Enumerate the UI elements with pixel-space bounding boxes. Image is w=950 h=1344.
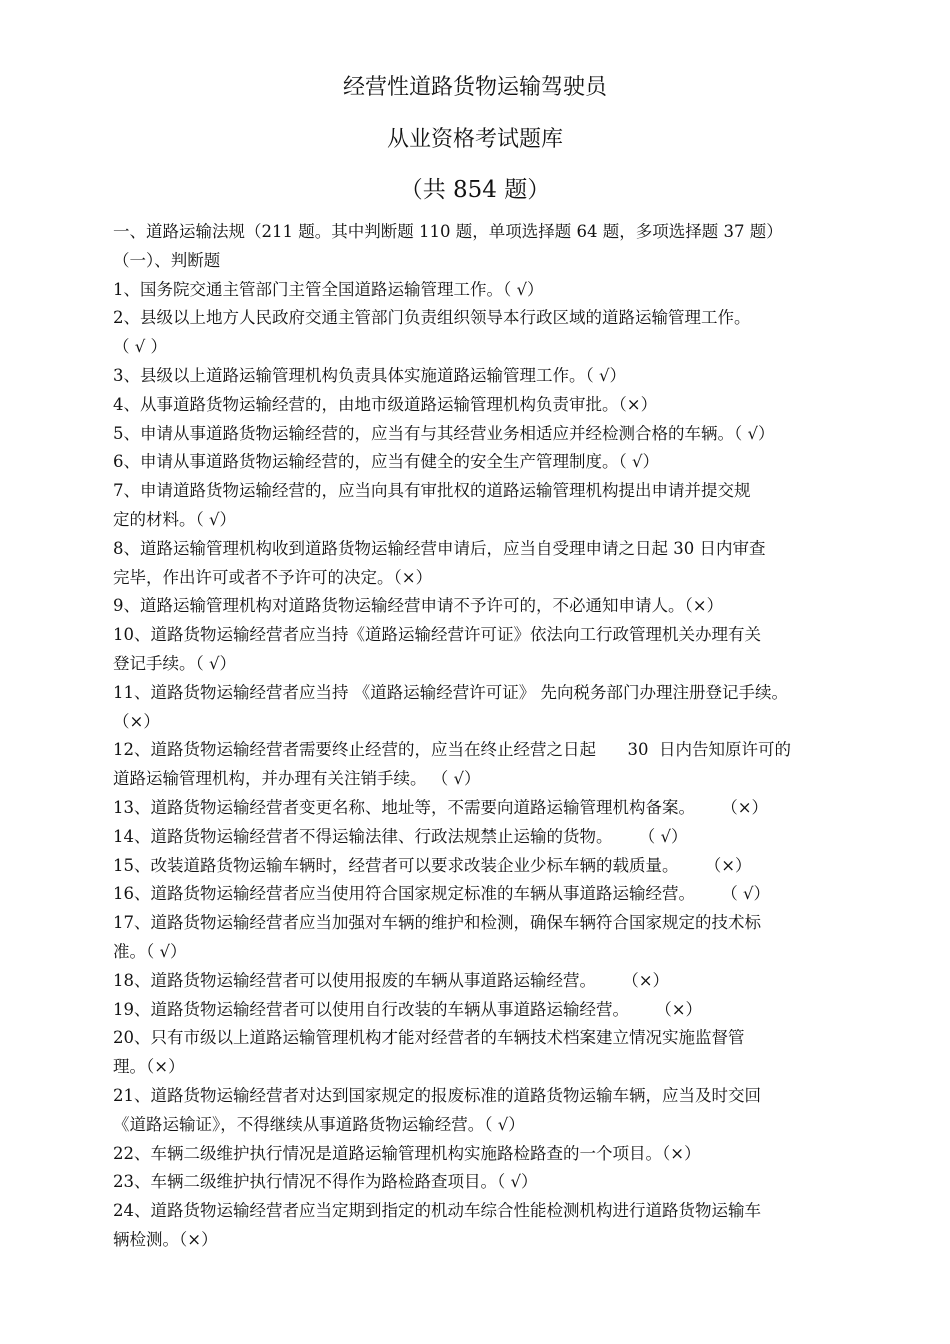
- text-line: 《道路运输证》，不得继续从事道路货物运输经营。（ √）: [113, 1114, 525, 1134]
- text-line: 12、道路货物运输经营者需要终止经营的，应当在终止经营之日起 30 日内告知原许可的: [113, 740, 791, 760]
- text-line: 22、车辆二级维护执行情况是道路运输管理机构实施路检路查的一个项目。（×）: [113, 1143, 701, 1163]
- text-line: 5、申请从事道路货物运输经营的，应当有与其经营业务相适应并经检测合格的车辆。（ √）: [113, 423, 775, 443]
- text-line: 准。（ √）: [113, 941, 187, 961]
- text-line: 9、道路运输管理机构对道路货物运输经营申请不予许可的，不必通知申请人。（×）: [113, 596, 724, 616]
- document-subtitle: 从业资格考试题库: [386, 127, 563, 152]
- text-line: 2、县级以上地方人民政府交通主管部门负责组织领导本行政区域的道路运输管理工作。: [113, 308, 751, 328]
- text-line: 6、申请从事道路货物运输经营的，应当有健全的安全生产管理制度。（ √）: [113, 452, 660, 472]
- subsection-heading: （一）、判断题: [113, 250, 221, 270]
- text-line: 道路运输管理机构，并办理有关注销手续。 （ √）: [113, 769, 481, 789]
- text-line: 18、道路货物运输经营者可以使用报废的车辆从事道路运输经营。 （×）: [113, 970, 670, 990]
- text-line: 1、国务院交通主管部门主管全国道路运输管理工作。（ √）: [113, 279, 544, 299]
- text-line: 24、道路货物运输经营者应当定期到指定的机动车综合性能检测机构进行道路货物运输车: [113, 1201, 761, 1221]
- text-line: （×）: [113, 711, 160, 731]
- text-line: 8、道路运输管理机构收到道路货物运输经营申请后，应当自受理申请之日起 30 日内审查: [113, 538, 766, 558]
- document-title: 经营性道路货物运输驾驶员: [342, 75, 607, 100]
- text-line: 辆检测。（×）: [113, 1229, 218, 1249]
- text-line: 定的材料。（ √）: [113, 509, 237, 529]
- text-line: 16、道路货物运输经营者应当使用符合国家规定标准的车辆从事道路运输经营。 （ √）: [113, 884, 770, 904]
- text-line: 10、道路货物运输经营者应当持《道路运输经营许可证》依法向工行政管理机关办理有关: [113, 625, 761, 645]
- question-count: （共 854 题）: [399, 177, 551, 203]
- text-line: 23、车辆二级维护执行情况不得作为路检路查项目。（ √）: [113, 1172, 538, 1192]
- text-line: 理。（×）: [113, 1057, 185, 1077]
- text-line: 19、道路货物运输经营者可以使用自行改装的车辆从事道路运输经营。 （×）: [113, 999, 703, 1019]
- section-heading: 一、道路运输法规（211 题。其中判断题 110 题，单项选择题 64 题，多项选择题 37 题）: [113, 222, 783, 241]
- text-line: 3、县级以上道路运输管理机构负责具体实施道路运输管理工作。（ √）: [113, 365, 627, 385]
- text-line: 完毕，作出许可或者不予许可的决定。（×）: [113, 567, 433, 587]
- text-line: 登记手续。（ √）: [113, 653, 237, 673]
- text-line: 14、道路货物运输经营者不得运输法律、行政法规禁止运输的货物。 （ √）: [113, 826, 688, 846]
- document-body: [113, 218, 883, 1255]
- text-line: （ √ ）: [113, 337, 168, 357]
- text-line: 20、只有市级以上道路运输管理机构才能对经营者的车辆技术档案建立情况实施监督管: [113, 1028, 745, 1048]
- text-line: 4、从事道路货物运输经营的，由地市级道路运输管理机构负责审批。（×）: [113, 394, 658, 414]
- text-line: 21、道路货物运输经营者对达到国家规定的报废标准的道路货物运输车辆，应当及时交回: [113, 1085, 761, 1105]
- text-line: 7、申请道路货物运输经营的，应当向具有审批权的道路运输管理机构提出申请并提交规: [113, 481, 751, 501]
- text-line: 13、道路货物运输经营者变更名称、地址等，不需要向道路运输管理机构备案。 （×）: [113, 797, 769, 817]
- text-line: 15、改装道路货物运输车辆时，经营者可以要求改装企业少标车辆的载质量。 （×）: [113, 855, 752, 875]
- text-line: 11、道路货物运输经营者应当持 《道路运输经营许可证》 先向税务部门办理注册登记手续。: [113, 682, 788, 702]
- text-line: 17、道路货物运输经营者应当加强对车辆的维护和检测，确保车辆符合国家规定的技术标: [113, 913, 761, 933]
